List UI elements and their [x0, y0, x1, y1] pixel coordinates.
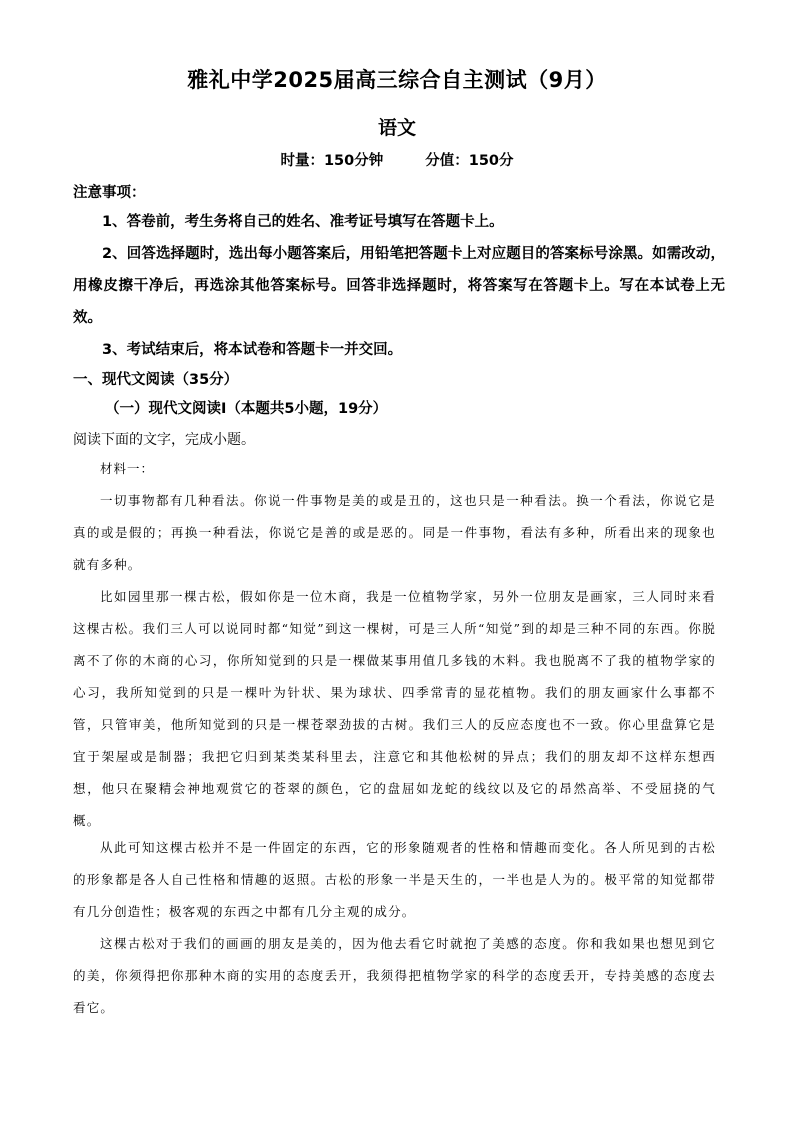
exam-title: 雅礼中学2025届高三综合自主测试（9月）: [187, 68, 607, 92]
exam-meta: [0, 149, 794, 170]
note-item: 1、答卷前，考生务将自己的姓名、准考证号填写在答题卡上。: [102, 214, 504, 230]
passage-paragraph: 比如园里那一棵古松，假如你是一位木商，我是一位植物学家，另外一位朋友是画家，三人同时来看这棵古松。我们三人可以说同时都“知觉”到这一棵树，可是三人所“知觉”到的却是三种不同的东西。你脱离不了你的木商的心习，你所知觉到的只是一棵做某事用值几多钱的木料。我也脱离不了我的植物学家的心习，我所知觉到的只是一棵叶为针状、果为球状、四季常青的显花植物。我们的朋友画家什么事都不管，只管审美，他所知觉到的只是一棵苍翠劲拔的古树。我们三人的反应态度也不一致。你心里盘算它是宜于架屋或是制器；我把它归到某类某科里去，注意它和其他松树的异点；我们的朋友却不这样东想西想，他只在聚精会神地观赏它的苍翠的颜色，它的盘屈如龙蛇的线纹以及它的昂然高举、不受屈挠的气概。: [73, 589, 716, 828]
time-limit: 时量：150分钟: [280, 153, 384, 169]
note-item: 2、回答选择题时，选出每小题答案后，用铅笔把答题卡上对应题目的答案标号涂黑。如需改动，用橡皮擦干净后，再选涂其他答案标号。回答非选择题时，将答案写在答题卡上。写在本试卷上无效。: [73, 246, 725, 326]
material-label: 材料一：: [100, 461, 155, 476]
total-score: 分值：150分: [425, 153, 514, 169]
section-heading: 一、现代文阅读（35分）: [73, 372, 239, 388]
passage-paragraph: 这棵古松对于我们的画画的朋友是美的，因为他去看它时就抱了美感的态度。你和我如果也想见到它的美，你须得把你那种木商的实用的态度丢开，我须得把植物学家的科学的态度丢开，专持美感的态度去看它。: [73, 936, 716, 1015]
passage-paragraph: 一切事物都有几种看法。你说一件事物是美的或是丑的，这也只是一种看法。换一个看法，你说它是真的或是假的；再换一种看法，你说它是善的或是恶的。同是一件事物，看法有多种，所看出来的现象也就有多种。: [73, 493, 716, 572]
passage-paragraph: 从此可知这棵古松并不是一件固定的东西，它的形象随观者的性格和情趣而变化。各人所见到的古松的形象都是各人自己性格和情趣的返照。古松的形象一半是天生的，一半也是人为的。极平常的知觉都带有几分创造性；极客观的东西之中都有几分主观的成分。: [73, 840, 716, 919]
note-item: 3、考试结束后，将本试卷和答题卡一并交回。: [102, 342, 403, 358]
notes-heading: 注意事项：: [73, 185, 146, 201]
subject-title: 语文: [377, 117, 416, 139]
reading-instruction: 阅读下面的文字，完成小题。: [73, 432, 255, 448]
subsection-heading: （一）现代文阅读Ⅰ（本题共5小题，19分）: [105, 401, 388, 417]
